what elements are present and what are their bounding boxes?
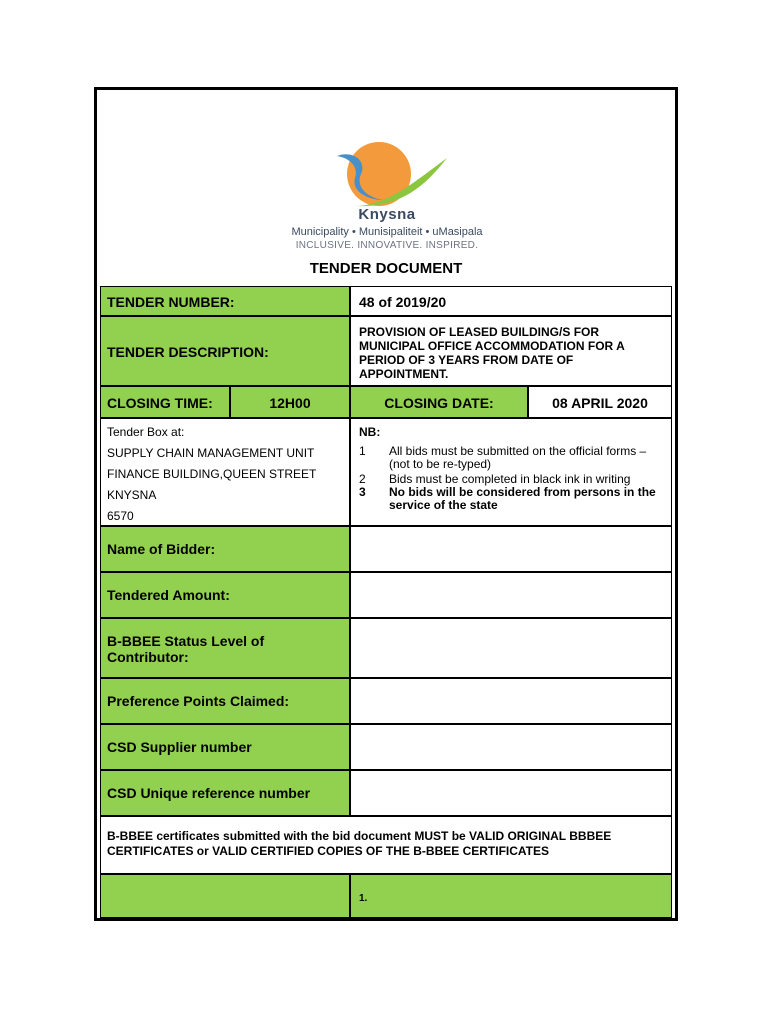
nb-item-text: No bids will be considered from persons in the service of the state xyxy=(389,485,656,512)
address-line: SUPPLY CHAIN MANAGEMENT UNIT xyxy=(107,446,315,460)
nb-item-number: 1 xyxy=(359,444,366,458)
logo-motto: INCLUSIVE. INNOVATIVE. INSPIRED. xyxy=(295,240,479,251)
logo-subtitle: Municipality • Munisipaliteit • uMasipala xyxy=(291,226,483,238)
nb-box xyxy=(350,418,672,526)
field-label: CSD Unique reference number xyxy=(107,785,311,801)
bbbee-status-input[interactable] xyxy=(350,618,672,678)
tender-description-label-text: TENDER DESCRIPTION: xyxy=(107,344,269,360)
address-line: 6570 xyxy=(107,509,134,523)
footer-item: 1. xyxy=(350,874,672,918)
closing-time-label: CLOSING TIME: xyxy=(100,386,230,418)
field-label: Preference Points Claimed: xyxy=(107,693,290,709)
closing-date-label: CLOSING DATE: xyxy=(350,386,528,418)
tendered-amount-input[interactable] xyxy=(350,572,672,618)
address-line: KNYSNA xyxy=(107,488,157,502)
field-label: B-BBEE Status Level of Contributor: xyxy=(107,633,265,665)
nb-item-text: All bids must be submitted on the official forms – (not to be re-typed) xyxy=(389,444,647,471)
name-of-bidder-label xyxy=(100,526,350,572)
bbbee-certificate-notice: B-BBEE certificates submitted with the bid document MUST be VALID ORIGINAL BBBEE CERTIFICATES or VALID CERTIFIED COPIES OF THE B-BBEE CERTIFICATES xyxy=(100,816,672,874)
preference-points-label xyxy=(100,678,350,724)
footer-green-cell xyxy=(100,874,350,918)
nb-item xyxy=(359,486,663,512)
tender-description-value: PROVISION OF LEASED BUILDING/S FOR MUNICIPAL OFFICE ACCOMMODATION FOR A PERIOD OF 3 YEARS FROM DATE OF APPOINTMENT. xyxy=(350,316,672,386)
tender-document-frame xyxy=(94,87,678,921)
csd-unique-reference-input[interactable] xyxy=(350,770,672,816)
tender-box-address xyxy=(100,418,350,526)
tender-number-value: 48 of 2019/20 xyxy=(350,286,672,316)
csd-supplier-number-input[interactable] xyxy=(350,724,672,770)
knysna-logo xyxy=(257,140,517,252)
csd-supplier-number-label xyxy=(100,724,350,770)
bbbee-status-label xyxy=(100,618,350,678)
knysna-emblem-icon xyxy=(257,140,517,210)
nb-item xyxy=(359,445,663,471)
tender-description-label xyxy=(100,316,350,386)
nb-item-number: 3 xyxy=(359,485,366,499)
address-line: Tender Box at: xyxy=(107,425,185,439)
tender-number-label: TENDER NUMBER: xyxy=(100,286,350,316)
field-label: Tendered Amount: xyxy=(107,587,230,603)
preference-points-input[interactable] xyxy=(350,678,672,724)
page-title: TENDER DOCUMENT xyxy=(309,260,463,277)
address-line: FINANCE BUILDING,QUEEN STREET xyxy=(107,467,317,481)
csd-unique-reference-label xyxy=(100,770,350,816)
closing-time-value: 12H00 xyxy=(230,386,350,418)
tendered-amount-label xyxy=(100,572,350,618)
nb-item-number: 2 xyxy=(359,472,366,486)
field-label: Name of Bidder: xyxy=(107,541,216,557)
logo-name: Knysna xyxy=(358,206,416,223)
field-label: CSD Supplier number xyxy=(107,739,252,755)
name-of-bidder-input[interactable] xyxy=(350,526,672,572)
nb-label: NB: xyxy=(359,425,381,439)
nb-item-text: Bids must be completed in black ink in writing xyxy=(389,472,631,486)
closing-date-value: 08 APRIL 2020 xyxy=(528,386,672,418)
